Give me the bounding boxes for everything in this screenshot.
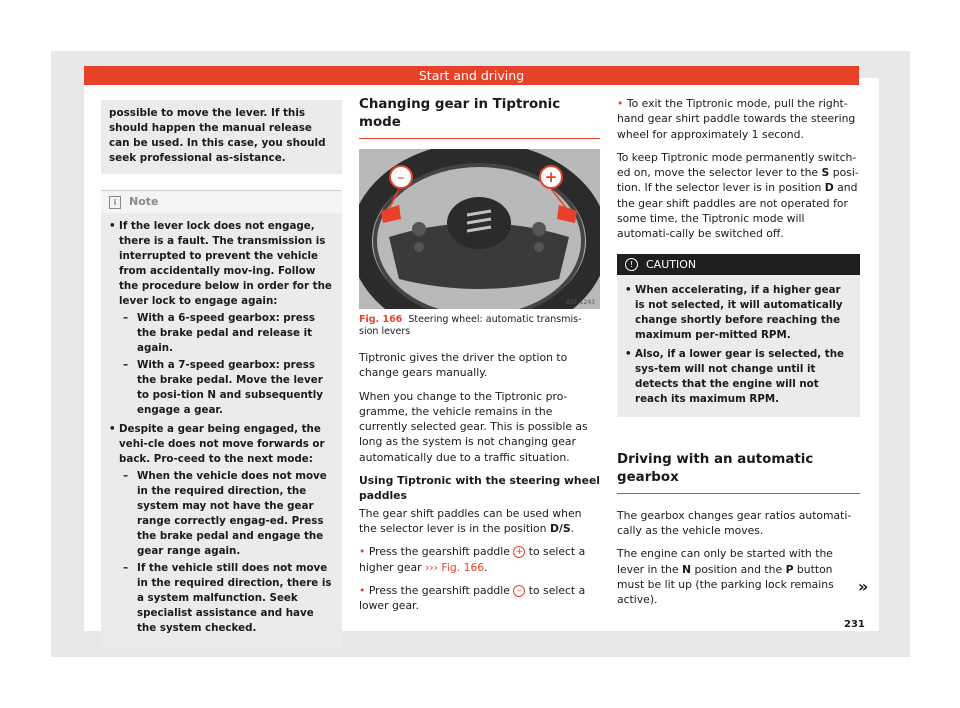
caution-header (617, 254, 860, 275)
list-item: • Press the gearshift paddle – to select a lower gear. (359, 583, 586, 613)
paragraph: The engine can only be started with the lever in the N position and the P button must be lit up (the parking lock remains active). (617, 547, 834, 607)
figure-reference-link[interactable]: ››› Fig. 166 (425, 560, 485, 574)
continued-text-box: possible to move the lever. If this should happen the manual release can be used. In this case, you should seek professional as-sistance. (101, 100, 342, 174)
section-header: Start and driving (84, 66, 859, 85)
paddle-minus-label: – (397, 168, 405, 186)
list-subitem: – If the vehicle still does not move in the required direction, there is a system malfunction. Seek specialist assistance and have the system checked. (123, 562, 332, 634)
column-right (617, 96, 860, 607)
continue-mark: » (858, 577, 869, 596)
list-item: • Also, if a lower gear is selected, the sys-tem will not change until it detects that the engine will not reach its maximum RPM. (625, 347, 845, 405)
paragraph: The gearbox changes gear ratios automati-cally as the vehicle moves. (617, 508, 852, 537)
paragraph: When you change to the Tiptronic pro-gramme, the vehicle remains in the currently selected gear. This is possible as long as the system is not changing gear automatically due to a traffic situation. (359, 389, 588, 464)
list-subitem: – With a 6-speed gearbox: press the brake pedal and release it again. (123, 312, 315, 354)
list-subitem: – With a 7-speed gearbox: press the brake pedal. Move the lever to posi-tion N and subsequently engage a gear. (123, 359, 323, 416)
note-header (101, 191, 342, 213)
info-icon: i (109, 196, 121, 209)
paragraph: To keep Tiptronic mode permanently switch-ed on, move the selector lever to the S posi-tion. If the selector lever is in position D and the gear shift paddles are not operated for some time, the Tiptronic mode will automati-cally be switched off. (617, 150, 859, 241)
list-item: • Press the gearshift paddle + to select a higher gear ››› Fig. 166. (359, 545, 586, 574)
paddle-plus-label: + (544, 168, 558, 186)
list-subitem: – When the vehicle does not move in the required direction, the system may not have the gear range correctly engag-ed. Press the brake pedal and engage the gear range again. (123, 470, 327, 557)
subheading: Using Tiptronic with the steering wheel paddles (359, 474, 600, 503)
section-heading: Changing gear in Tiptronic mode (359, 96, 600, 139)
minus-paddle-icon: – (513, 585, 525, 597)
note-box (101, 190, 342, 648)
figure-caption: Fig. 166 Steering wheel: automatic transmis-sion levers (359, 314, 582, 337)
column-middle (359, 96, 600, 613)
caution-title: CAUTION (646, 257, 697, 271)
paragraph: Tiptronic gives the driver the option to change gears manually. (359, 351, 568, 380)
caution-icon: ! (625, 258, 638, 271)
note-body (101, 213, 342, 648)
steering-wheel-figure (359, 149, 600, 309)
list-item: • To exit the Tiptronic mode, pull the right-hand gear shirt paddle towards the steering wheel for approximately 1 second. (617, 97, 856, 141)
page-number: 231 (844, 619, 865, 630)
caution-body (617, 275, 860, 417)
list-item: • When accelerating, if a higher gear is not selected, it will automatically change shortly before reaching the maximum per-mitted RPM. (625, 283, 843, 341)
list-item: • Despite a gear being engaged, the vehi-cle does not move forwards or back. Pro-ceed to the next mode: (109, 423, 325, 465)
figure-code: B5F-1243 (566, 299, 595, 306)
list-item: • If the lever lock does not engage, there is a fault. The transmission is interrupted to prevent the vehicle from accidentally mov-ing. Follow the procedure below in order for the lever lock to engage again: (109, 220, 332, 307)
section-heading: Driving with an automatic gearbox (617, 451, 860, 494)
caution-box (617, 254, 860, 417)
note-title: Note (129, 195, 159, 208)
plus-paddle-icon: + (513, 546, 525, 558)
column-left (101, 100, 342, 648)
steering-wheel-illustration (359, 149, 600, 309)
paragraph: The gear shift paddles can be used when the selector lever is in the position D/S. (359, 506, 582, 535)
